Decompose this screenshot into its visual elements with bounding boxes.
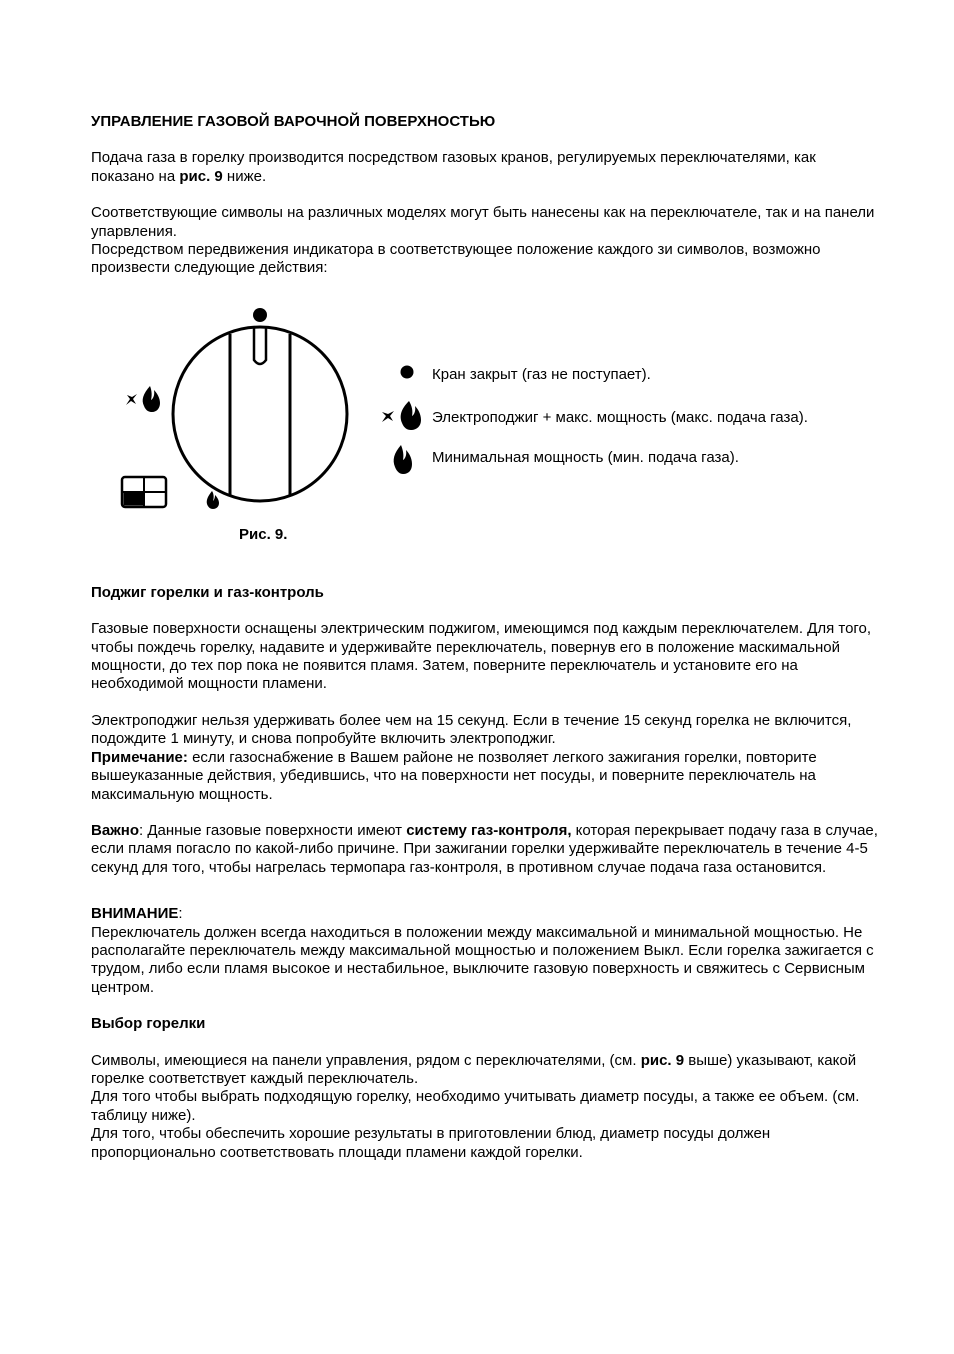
legend-text-min: Минимальная мощность (мин. подача газа). (432, 448, 739, 466)
important-bold: систему газ-контроля, (406, 821, 572, 839)
warning-colon: : (178, 905, 183, 923)
knob-diagram (119, 294, 359, 524)
intro-text: Подача газа в горелку производится посредством газовых кранов, регулируемых переключателями, как показано на (91, 149, 816, 185)
document-page (91, 113, 881, 1162)
knob-circle (173, 327, 347, 501)
flame-icon (381, 441, 421, 475)
note-text: если газоснабжение в Вашем районе не позволяет легкого зажигания горелки, повторите вышеуказанные действия, убедившись, что на поверхности нет посуды, и поверните переключатель на максимальную мощность. (91, 748, 817, 803)
selection-paragraph-2: Для того чтобы выбрать подходящую горелку, необходимо учитывать диаметр посуды, а также ее объем. (см. таблицу ниже). (91, 1088, 860, 1124)
figure-caption: Рис. 9. (239, 525, 288, 543)
legend-text-max: Электроподжиг + макс. мощность (макс. подача газа). (432, 408, 808, 426)
intro-paragraph-1 (91, 149, 881, 186)
knob-indicator (254, 328, 266, 364)
intro-text-end: ниже. (222, 167, 267, 185)
ignition-paragraph-1: Газовые поверхности оснащены электрическим поджигом, имеющимся под каждым переключателем. Для того, чтобы пождечь горелку, надавите и удерживайте переключатель, повернув его в положение маскимальной мощности, до тех пор пока не появится пламя. Затем, поверните переключатель и установите его на необходимой мощности пламени. (91, 620, 872, 693)
important-text-b: которая перекрывает подачу газа в случае, если пламя погасло по какой-либо причине. При зажигании горелки удерживайте переключатель в течение 4-5 секунд для того, чтобы нагрелась термопара газ-контроля, в противном случае подача газа остановится. (91, 821, 878, 876)
important-text-a: : Данные газовые поверхности имеют (139, 821, 407, 839)
selection-text-b: выше) указывают, какой горелке соответствует каждый переключатель. (91, 1051, 857, 1087)
ignition-important (91, 822, 881, 877)
selection-text-a: Символы, имеющиеся на панели управления, рядом с переключателями, (см. (91, 1051, 641, 1069)
warning-label-line (91, 905, 881, 923)
important-label: Важно (91, 821, 140, 839)
small-flame-icon (207, 491, 219, 509)
figure-reference: рис. 9 (179, 167, 223, 185)
legend-text-off: Кран закрыт (газ не поступает). (432, 365, 651, 383)
warning-text: Переключатель должен всегда находиться в положении между максимальной и минимальной мощностью. Не располагайте переключатель между максимальной мощностью и положением Выкл. Если горелка зажигается с трудом, либо если пламя высокое и нестабильное, выключите газовую поверхность и свяжитесь с Сервисным центром. (91, 923, 874, 996)
selection-paragraph-3: Для того, чтобы обеспечить хорошие результаты в приготовлении блюд, диаметр посуды должен пропорционально соответствовать площади пламени каждой горелки. (91, 1125, 771, 1161)
intro-paragraph-3: Посредством передвижения индикатора в соответствующее положение каждого зи символов, возможно произвести следующие действия: (91, 241, 821, 277)
selection-figure-ref: рис. 9 (640, 1051, 685, 1069)
warning-label: ВНИМАНИЕ (91, 905, 179, 923)
section-heading-ignition: Поджиг горелки и газ-контроль (91, 583, 324, 601)
page-title: УПРАВЛЕНИЕ ГАЗОВОЙ ВАРОЧНОЙ ПОВЕРХНОСТЬЮ (91, 113, 496, 130)
ignition-paragraph-2: Электроподжиг нельзя удерживать более чем на 15 секунд. Если в течение 15 секунд горелка не включится, подождите 1 минуту, и снова попробуйте включить электроподжиг. (91, 711, 852, 748)
off-position-dot-icon (253, 308, 267, 322)
note-label: Примечание: (91, 748, 188, 766)
ignition-note (91, 749, 881, 804)
intro-paragraph-2: Соответствующие символы на различных моделях могут быть нанесены как на переключателе, так и на панели упарвления. (91, 204, 875, 240)
spark-flame-icon (381, 397, 421, 431)
burner-layout-icon (122, 477, 166, 507)
selection-paragraph-1 (91, 1052, 881, 1089)
spark-flame-icon (126, 386, 160, 412)
figure-9 (91, 294, 881, 584)
dot-icon (381, 362, 421, 392)
section-heading-selection: Выбор горелки (91, 1015, 206, 1033)
